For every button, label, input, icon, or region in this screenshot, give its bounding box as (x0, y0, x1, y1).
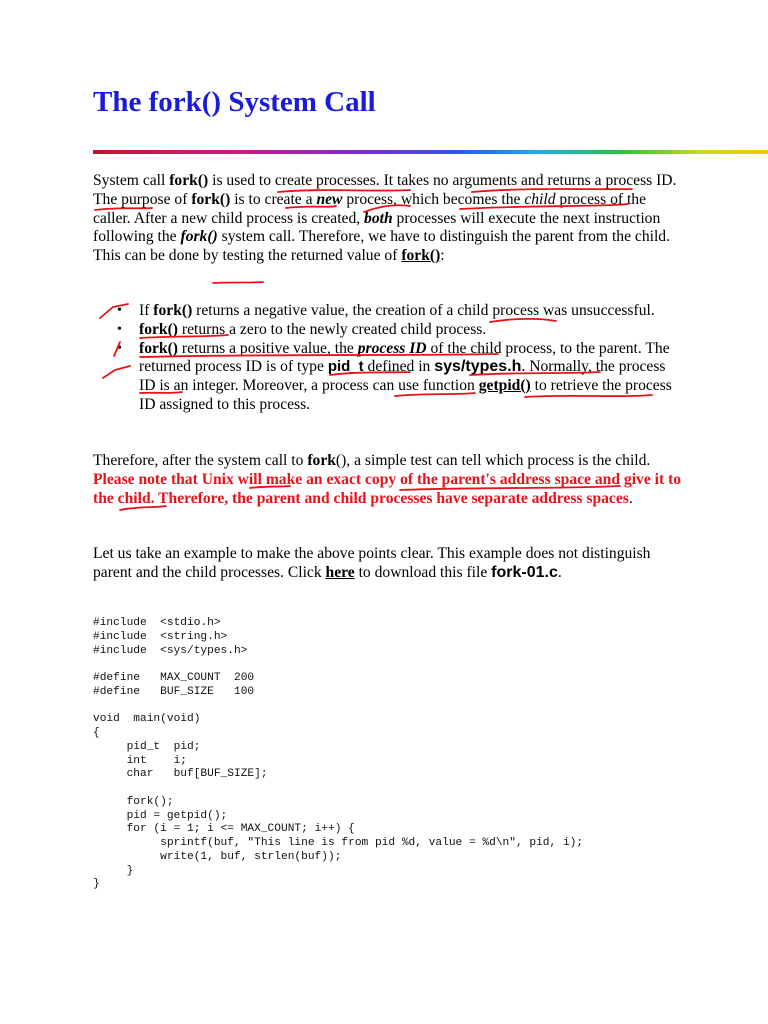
text-run: . (557, 563, 562, 581)
text-run: . Normally, the process ID is an integer. Moreover, a process can use function (139, 358, 666, 395)
text-run: . (628, 489, 633, 507)
example-paragraph (93, 545, 683, 583)
header-sys-types: sys/types.h (434, 358, 522, 376)
text-run: process, which becomes the (342, 190, 525, 208)
fork-keyword: fork() (139, 339, 178, 357)
list-item (93, 302, 683, 321)
file-name: fork-01.c (491, 563, 558, 581)
fork-keyword: fork (307, 452, 336, 469)
text-run: Therefore, after the system call to (93, 452, 308, 469)
underline-mark (213, 282, 263, 283)
text-run: returns a positive value, the (177, 339, 358, 357)
text-run: system call. Therefore, we have to distinguish the parent from the child. This can be done by testing the returned value of (93, 228, 670, 265)
address-space-paragraph (93, 452, 683, 508)
fork-keyword: fork() (139, 320, 178, 338)
text-run: to download this file (354, 563, 492, 581)
code-listing: #include <stdio.h> #include <string.h> #include <sys/types.h> #define MAX_COUNT 200 #define BUF_SIZE 100 void main(void) { pid_t pid; int i; char buf[BUF_SIZE]; fork(); pid = getpid(); for (i = 1; i <= MAX_COUNT; i++) { sprintf(buf, "This line is from pid %d, value = %d\n", pid, i); write(1, buf, strlen(buf)); } } (93, 617, 584, 891)
emphasis-child: child (524, 190, 556, 208)
text-run: processes will execute the next instruction following the (93, 209, 661, 246)
list-item (93, 321, 683, 340)
download-here-link[interactable]: here (325, 563, 355, 581)
text-run: System call (93, 172, 170, 189)
fork-keyword: fork() (153, 302, 193, 319)
fork-keyword: fork() (169, 172, 209, 189)
emphasis-both: both (364, 209, 393, 227)
fork-keyword: fork() (191, 190, 231, 208)
emphasis-new: new (316, 190, 343, 208)
text-run: of the child process, to the parent. The returned process ID is of type (139, 339, 670, 376)
text-run: returns a negative value, the creation of a child process was unsuccessful. (192, 302, 655, 319)
text-run: returns a zero to the newly created child process. (177, 320, 487, 338)
text-run: is to create a (230, 190, 317, 208)
rainbow-divider (93, 150, 768, 154)
text-run: (), a simple test can tell which process is the child. (335, 452, 651, 469)
text-run: is used to create processes. It takes no arguments and returns a process ID. The purpose of (93, 172, 677, 208)
emphasis-process-id: process ID (357, 339, 427, 357)
return-value-list (93, 302, 683, 415)
fork-keyword: fork() (401, 247, 441, 265)
text-run: Let us take an example to make the above points clear. This example does not distinguish parent and the child processes. Click (93, 545, 651, 581)
intro-paragraph (93, 172, 683, 266)
text-run: defined in (363, 358, 435, 376)
text-run: to retrieve the process ID assigned to this process. (139, 377, 672, 413)
text-run: process of the caller. After a new child process is created, (93, 190, 647, 227)
list-item (93, 340, 683, 415)
address-space-note: Please note that Unix will make an exact copy of the parent's address space and give it to the child. Therefore, the parent and child processes have separate address spaces (93, 470, 682, 507)
page-title: The fork() System Call (93, 86, 376, 118)
text-run: If (139, 302, 154, 319)
fork-keyword: fork() (180, 228, 218, 246)
text-run: : (440, 247, 445, 265)
type-pid-t: pid_t (327, 358, 364, 376)
getpid-link[interactable]: getpid() (478, 377, 531, 395)
